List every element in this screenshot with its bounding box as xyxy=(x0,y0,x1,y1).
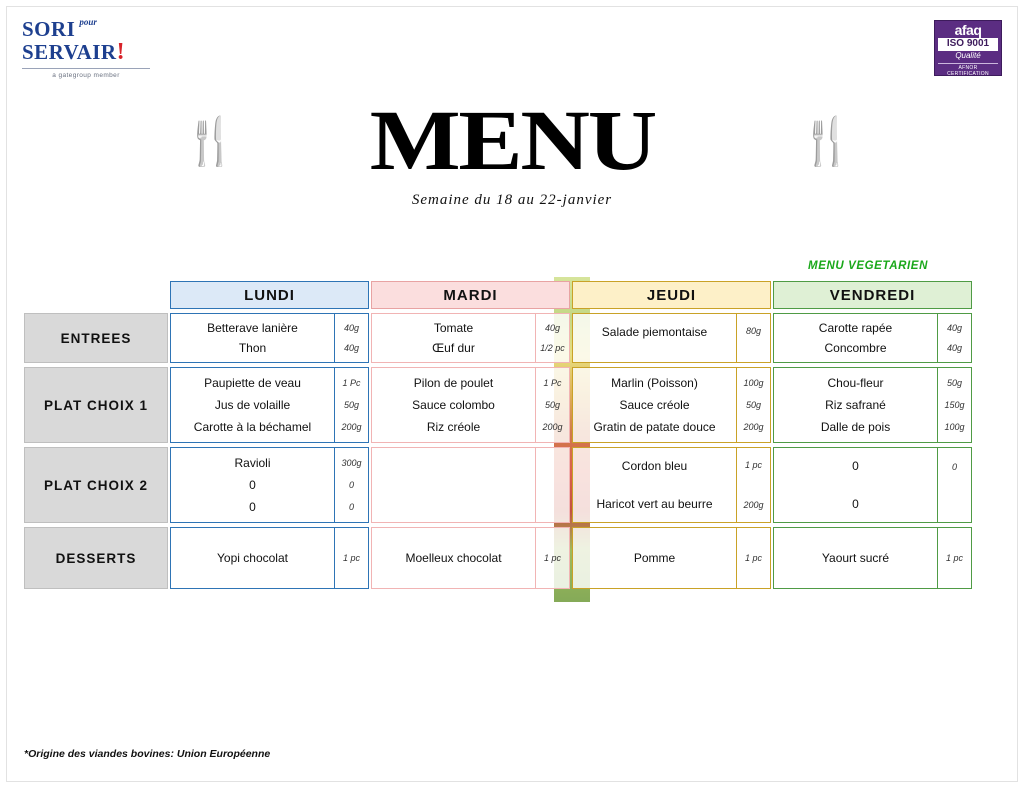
dish-name: Moelleux chocolat xyxy=(405,550,502,565)
cell-plat1-lundi xyxy=(170,367,369,443)
dish-list xyxy=(573,368,736,442)
quantity-list xyxy=(736,368,770,442)
logo-line-servair xyxy=(22,40,162,65)
dish-quantity: 0 xyxy=(348,479,354,490)
quantity-list xyxy=(736,448,770,522)
row-label-plat-choix-2: PLAT CHOIX 2 xyxy=(24,447,168,523)
dish-list xyxy=(774,448,937,522)
dish-list xyxy=(573,528,736,588)
quantity-list xyxy=(334,448,368,522)
cell-plat2-mardi xyxy=(371,447,570,523)
dish-name: 0 xyxy=(249,477,256,492)
dish-quantity: 0 xyxy=(951,461,957,472)
dish-quantity: 50g xyxy=(946,377,963,388)
quantity-list xyxy=(736,314,770,362)
cell-desserts-vendredi xyxy=(773,527,972,589)
dish-quantity: 50g xyxy=(544,399,561,410)
dish-name: Tomate xyxy=(433,320,474,335)
dish-quantity: 200g xyxy=(743,421,764,432)
quantity-list xyxy=(535,314,569,362)
table-row xyxy=(24,367,972,443)
dish-quantity: 200g xyxy=(542,421,563,432)
dish-quantity: 50g xyxy=(343,399,360,410)
dish-name: Yopi chocolat xyxy=(217,550,288,565)
quantity-list xyxy=(937,528,971,588)
dish-list xyxy=(171,448,334,522)
dish-quantity: 1 pc xyxy=(342,552,360,563)
afaq-name: afaq xyxy=(954,22,982,38)
table-corner xyxy=(24,281,168,309)
sori-servair-logo xyxy=(22,18,162,79)
quantity-list xyxy=(937,368,971,442)
day-header-lundi: LUNDI xyxy=(170,281,369,309)
dish-name: Gratin de patate douce xyxy=(593,419,716,434)
dish-name: Thon xyxy=(238,340,267,355)
cell-plat1-mardi xyxy=(371,367,570,443)
dish-quantity: 1 Pc xyxy=(543,377,562,388)
dish-quantity: 1 pc xyxy=(744,552,762,563)
dish-name: Paupiette de veau xyxy=(204,375,301,390)
day-header-jeudi: JEUDI xyxy=(572,281,771,309)
dish-name: Sauce créole xyxy=(619,397,690,412)
footnote: *Origine des viandes bovines: Union Européenne xyxy=(24,748,271,760)
cell-desserts-mardi xyxy=(371,527,570,589)
quantity-list xyxy=(535,368,569,442)
dish-list xyxy=(774,314,937,362)
dish-quantity: 1 pc xyxy=(543,552,561,563)
menu-header-row xyxy=(24,281,972,309)
dish-name: Haricot vert au beurre xyxy=(596,497,713,512)
dish-list xyxy=(774,528,937,588)
day-header-vendredi: VENDREDI xyxy=(773,281,972,309)
quantity-list xyxy=(334,528,368,588)
dish-quantity: 50g xyxy=(745,399,762,410)
dish-list xyxy=(171,528,334,588)
dish-list xyxy=(372,368,535,442)
dish-list xyxy=(774,368,937,442)
table-row xyxy=(24,313,972,363)
cutlery-icon-left: 🍴 xyxy=(182,115,242,167)
menu-table xyxy=(22,277,974,593)
dish-list xyxy=(171,368,334,442)
dish-quantity: 40g xyxy=(946,342,963,353)
logo-divider xyxy=(22,68,150,69)
dish-list xyxy=(573,314,736,362)
table-row xyxy=(24,527,972,589)
dish-quantity: 80g xyxy=(745,325,762,336)
row-label-plat-choix-1: PLAT CHOIX 1 xyxy=(24,367,168,443)
dish-quantity: 0 xyxy=(348,501,354,512)
dish-name: Cordon bleu xyxy=(621,458,688,473)
dish-quantity: 100g xyxy=(944,421,965,432)
dish-name: 0 xyxy=(852,458,859,473)
dish-name: Concombre xyxy=(824,340,887,355)
dish-quantity: 1/2 pc xyxy=(540,342,565,353)
afaq-footer-label: AFNOR CERTIFICATION xyxy=(938,63,998,77)
quantity-list xyxy=(334,368,368,442)
dish-name: Carotte rapée xyxy=(818,320,893,335)
menu-table-wrapper xyxy=(22,277,974,593)
quantity-list xyxy=(535,448,569,522)
dish-name: Chou-fleur xyxy=(827,375,884,390)
afaq-certification-badge xyxy=(934,20,1002,76)
dish-name: Pomme xyxy=(633,550,676,565)
dish-quantity: 150g xyxy=(944,399,965,410)
week-subtitle: Semaine du 18 au 22-janvier xyxy=(411,191,613,208)
dish-list xyxy=(171,314,334,362)
row-label-desserts: DESSERTS xyxy=(24,527,168,589)
quantity-list xyxy=(937,314,971,362)
dish-name: Ravioli xyxy=(234,455,271,470)
dish-quantity: 300g xyxy=(341,457,362,468)
dish-list xyxy=(372,528,535,588)
dish-name: Salade piemontaise xyxy=(601,324,708,339)
vegetarian-menu-note: MENU VEGETARIEN xyxy=(808,260,928,272)
dish-quantity: 40g xyxy=(343,342,360,353)
dish-name: 0 xyxy=(852,497,859,512)
dish-name: Dalle de pois xyxy=(820,419,891,434)
afaq-quality-label: Qualité xyxy=(955,50,981,60)
quantity-list xyxy=(736,528,770,588)
dish-name: 0 xyxy=(249,499,256,514)
dish-name: Jus de volaille xyxy=(214,397,291,412)
dish-quantity: 40g xyxy=(343,322,360,333)
dish-quantity: 1 pc xyxy=(744,459,762,470)
dish-name: Betterave lanière xyxy=(207,320,298,335)
cell-plat1-vendredi xyxy=(773,367,972,443)
cell-plat2-vendredi xyxy=(773,447,972,523)
cell-entrees-mardi xyxy=(371,313,570,363)
cell-entrees-jeudi xyxy=(572,313,771,363)
logo-line-sori xyxy=(22,18,162,40)
cell-plat2-jeudi xyxy=(572,447,771,523)
quantity-list xyxy=(535,528,569,588)
afaq-iso-label: ISO 9001 xyxy=(938,38,998,51)
logo-text-servair: SERVAIR xyxy=(22,40,117,65)
cell-desserts-lundi xyxy=(170,527,369,589)
cell-plat1-jeudi xyxy=(572,367,771,443)
cutlery-icon-right: 🍴 xyxy=(798,115,858,167)
dish-list xyxy=(573,448,736,522)
dish-quantity: 40g xyxy=(544,322,561,333)
dish-name: Carotte à la béchamel xyxy=(193,419,312,434)
day-header-mardi: MARDI xyxy=(371,281,570,309)
cell-desserts-jeudi xyxy=(572,527,771,589)
dish-list xyxy=(372,314,535,362)
cell-entrees-lundi xyxy=(170,313,369,363)
dish-name: Sauce colombo xyxy=(412,397,495,412)
logo-text-pour: pour xyxy=(79,17,97,27)
dish-quantity: 200g xyxy=(743,499,764,510)
logo-text-sori: SORI xyxy=(22,17,76,41)
cell-entrees-vendredi xyxy=(773,313,972,363)
dish-name: Marlin (Poisson) xyxy=(611,375,698,390)
page-title: MENU xyxy=(369,92,655,188)
dish-name: Riz safrané xyxy=(825,397,886,412)
dish-quantity: 100g xyxy=(743,377,764,388)
dish-quantity: 200g xyxy=(341,421,362,432)
logo-exclamation: ! xyxy=(116,39,126,66)
table-row xyxy=(24,447,972,523)
cell-plat2-lundi xyxy=(170,447,369,523)
dish-name: Œuf dur xyxy=(432,340,475,355)
dish-list xyxy=(372,448,535,522)
dish-name: Yaourt sucré xyxy=(821,550,890,565)
dish-name: Pilon de poulet xyxy=(413,375,494,390)
dish-quantity: 1 pc xyxy=(945,552,963,563)
dish-name: Riz créole xyxy=(426,419,481,434)
title-block xyxy=(0,92,1024,209)
dish-quantity: 40g xyxy=(946,322,963,333)
quantity-list xyxy=(937,448,971,522)
row-label-entrees: ENTREES xyxy=(24,313,168,363)
logo-subtitle: a gategroup member xyxy=(52,72,120,80)
quantity-list xyxy=(334,314,368,362)
dish-quantity: 1 Pc xyxy=(342,377,361,388)
